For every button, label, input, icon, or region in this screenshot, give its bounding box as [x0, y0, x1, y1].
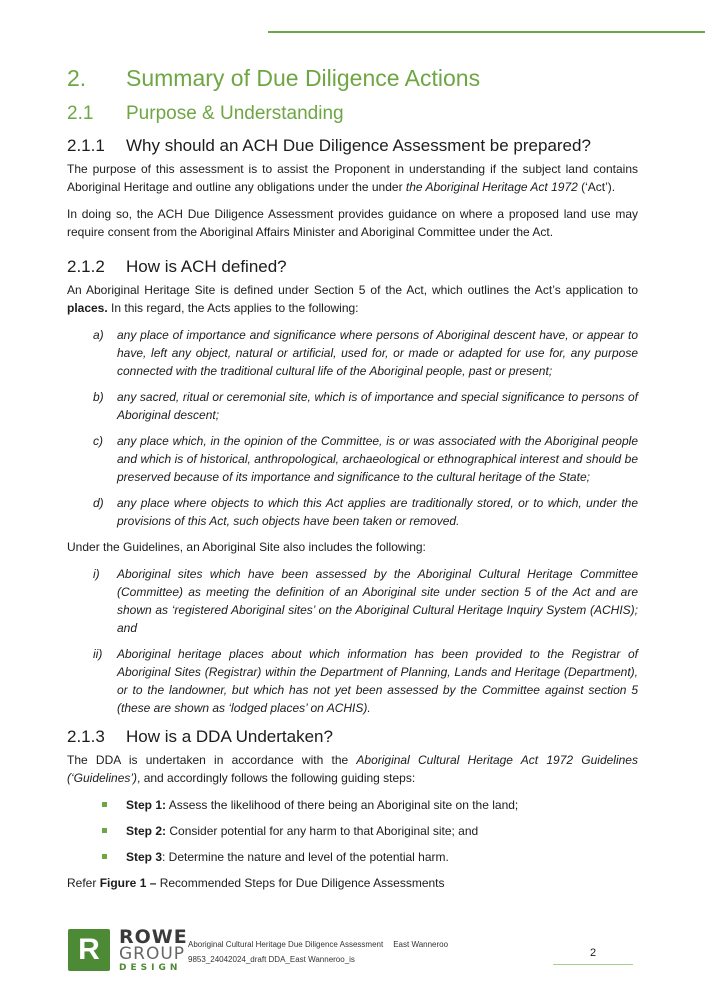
- page-number: 2: [589, 947, 597, 959]
- heading-2-1-2: [67, 255, 638, 279]
- dda-paragraph: [67, 751, 638, 787]
- footer-location: East Wanneroo: [393, 940, 449, 949]
- text-run: Refer: [67, 876, 100, 890]
- text-run: An Aboriginal Heritage Site is defined under Section 5 of the Act, which outlines the Act’s application to: [67, 283, 638, 297]
- step-text: Assess the likelihood of there being an Aboriginal site on the land;: [166, 798, 519, 812]
- list-marker: i): [93, 567, 100, 581]
- step-text: : Determine the nature and level of the potential harm.: [162, 850, 449, 864]
- definition-paragraph: [67, 281, 638, 317]
- page-footer: [68, 926, 638, 975]
- bullet-square-icon: [67, 796, 126, 814]
- subsection-heading: [67, 100, 638, 128]
- guidelines-site-list: [67, 565, 638, 717]
- text-run: The DDA is undertaken in accordance with the: [67, 753, 357, 767]
- logo-word-rowe: ROWE: [119, 926, 188, 948]
- guidance-paragraph: In doing so, the ACH Due Diligence Assessment provides guidance on where a proposed land use may require consent from the Aboriginal Affairs Minister and Aboriginal Committee under the Act.: [67, 207, 638, 239]
- step-item: [67, 796, 638, 814]
- list-item: [67, 326, 638, 380]
- page-number-rule: [553, 964, 633, 965]
- step-label: Step 3: [126, 850, 163, 864]
- step-label: Step 1:: [126, 798, 167, 812]
- page-content: [67, 62, 638, 901]
- logo-word-design: DESIGN: [119, 963, 182, 973]
- list-text: Aboriginal sites which have been assessed by the Aboriginal Cultural Heritage Committee (Committee) as meeting the definition of an Aboriginal site under section 5 of the Act and are shown as ‘registered Aboriginal sites’ on the Aboriginal Cultural Heritage Inquiry System (ACHIS); and: [117, 567, 638, 635]
- text-run: Recommended Steps for Due Diligence Assessments: [156, 876, 445, 890]
- heading-number: 2.1.1: [67, 136, 105, 155]
- section-title: Summary of Due Diligence Actions: [126, 65, 481, 91]
- list-item: [67, 388, 638, 424]
- bullet-square-icon: [67, 822, 126, 840]
- footer-doc-info: [188, 937, 448, 967]
- section-heading: [67, 62, 638, 94]
- footer-doc-title: Aboriginal Cultural Heritage Due Diligence Assessment: [188, 940, 384, 949]
- subsection-title: Purpose & Understanding: [126, 103, 344, 124]
- list-item: [67, 494, 638, 530]
- text-run: (‘Act’).: [577, 180, 616, 194]
- heading-title: How is a DDA Undertaken?: [126, 727, 333, 746]
- footer-doc-ref: 9853_24042024_draft DDA_East Wanneroo_is: [188, 955, 355, 964]
- heading-2-1-1: [67, 134, 638, 158]
- bold-term: places.: [67, 301, 108, 315]
- step-item: [67, 822, 638, 840]
- figure-link: Figure 1 –: [99, 876, 157, 890]
- list-item: [67, 645, 638, 717]
- figure-reference: [67, 874, 638, 892]
- logo-word-group: GROUP: [119, 944, 186, 964]
- step-label: Step 2:: [126, 824, 167, 838]
- list-text: any place which, in the opinion of the Committee, is or was associated with the Aboriginal people and which is of historical, anthropological, archaeological or ethnographical interest and should be preserved because of its importance and significance to the cultural heritage of the State;: [117, 434, 638, 484]
- section-number: 2.: [67, 65, 87, 91]
- subsection-number: 2.1: [67, 103, 94, 124]
- list-item: [67, 565, 638, 637]
- list-marker: c): [93, 434, 103, 448]
- heading-title: Why should an ACH Due Diligence Assessment be prepared?: [126, 136, 591, 155]
- act-application-list: [67, 326, 638, 530]
- heading-2-1-3: [67, 725, 638, 749]
- heading-number: 2.1.2: [67, 257, 105, 276]
- bullet-square-icon: [67, 848, 126, 866]
- list-marker: b): [93, 390, 104, 404]
- list-marker: d): [93, 496, 104, 510]
- text-run: The purpose of this assessment is to assist the Proponent in understanding if the subject land contains Aboriginal Heritage and outline any obligations under the under: [67, 162, 638, 194]
- list-text: any sacred, ritual or ceremonial site, which is of importance and special significance to persons of Aboriginal descent;: [117, 390, 638, 422]
- purpose-paragraph: [67, 160, 638, 196]
- step-item: [67, 848, 638, 866]
- list-text: any place where objects to which this Act applies are traditionally stored, or to which, under the provisions of this Act, such objects have been taken or removed.: [117, 496, 638, 528]
- list-marker: ii): [93, 647, 103, 661]
- list-marker: a): [93, 328, 104, 342]
- step-text: Consider potential for any harm to that Aboriginal site; and: [166, 824, 479, 838]
- text-run: , and accordingly follows the following guiding steps:: [137, 771, 416, 785]
- act-name: the Aboriginal Heritage Act 1972: [405, 180, 578, 194]
- list-text: Aboriginal heritage places about which information has been provided to the Registrar of Aboriginal Sites (Registrar) within the Department of Planning, Lands and Heritage (Department), or to the landowner, but which has not yet been assessed by the Committee against section 5 (these are shown as ‘lodged places’ on ACHIS).: [117, 647, 638, 715]
- guidelines-intro: Under the Guidelines, an Aboriginal Site also includes the following:: [67, 540, 426, 554]
- company-wordmark: [119, 928, 188, 973]
- company-logo-icon: [68, 929, 110, 971]
- guidelines-name: Aboriginal Cultural Heritage Act 1972 Guidelines (‘Guidelines’): [67, 753, 638, 785]
- list-item: [67, 432, 638, 486]
- header-rule: [268, 31, 705, 33]
- list-text: any place of importance and significance where persons of Aboriginal descent have, or appear to have, left any object, natural or artificial, used for, or made or adapted for use for, any purpose connected with the traditional cultural life of the Aboriginal people, past or present;: [117, 328, 638, 378]
- steps-list: [67, 796, 638, 866]
- heading-title: How is ACH defined?: [126, 257, 287, 276]
- text-run: In this regard, the Acts applies to the following:: [107, 301, 359, 315]
- heading-number: 2.1.3: [67, 727, 105, 746]
- logo-letter: R: [78, 933, 100, 966]
